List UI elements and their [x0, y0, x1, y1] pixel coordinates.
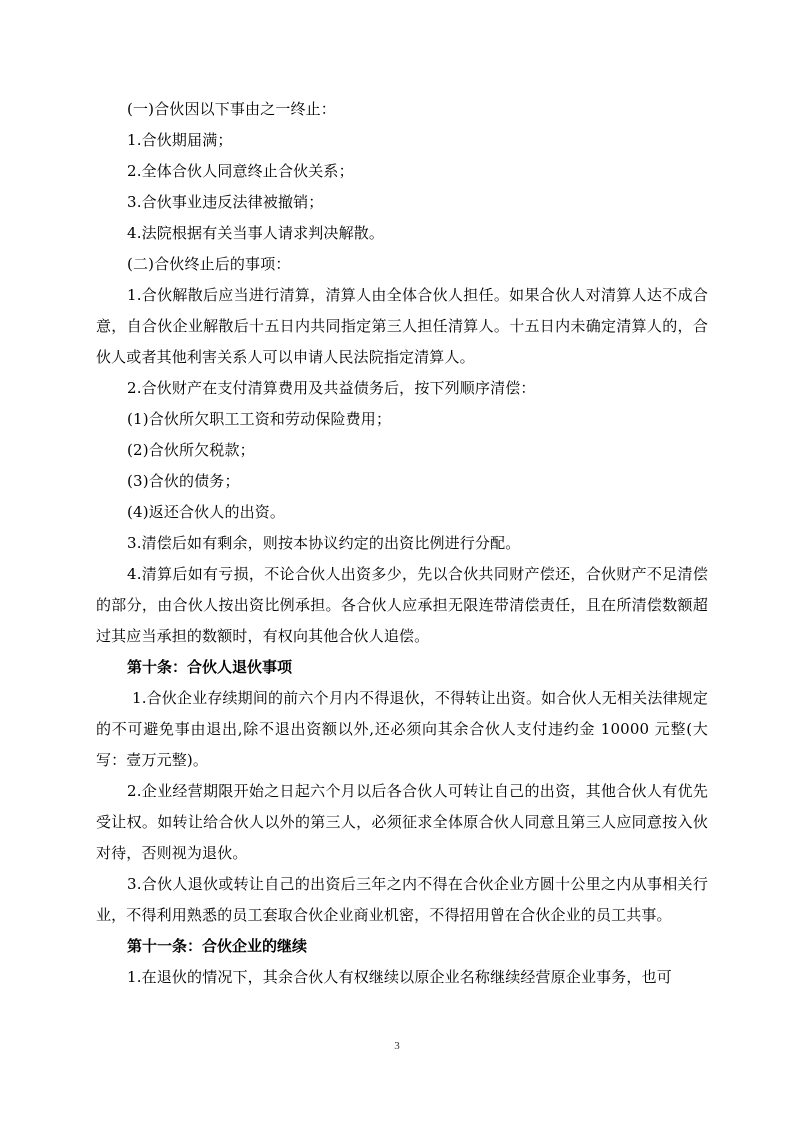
list-item: (4)返还合伙人的出资。 [127, 503, 286, 521]
list-item: 3.合伙人退伙或转让自己的出资后三年之内不得在合伙企业方圆十公里之内从事相关行业，不得利用熟悉的员工套取合伙企业商业机密，不得招用曾在合伙企业的员工共事。 [96, 875, 708, 924]
list-item: 2.合伙财产在支付清算费用及共益债务后，按下列顺序清偿： [127, 379, 536, 397]
list-item: 2.企业经营期限开始之日起六个月以后各合伙人可转让自己的出资，其他合伙人有优先受让权。如转让给合伙人以外的第三人，必须征求全体原合伙人同意且第三人应同意按入伙对待，否则视为退伙。 [96, 782, 708, 862]
section-post-termination: (二)合伙终止后的事项： [127, 255, 291, 273]
list-item: 3.清偿后如有剩余，则按本协议约定的出资比例进行分配。 [127, 534, 521, 552]
list-item: 4.清算后如有亏损，不论合伙人出资多少，先以合伙共同财产偿还，合伙财产不足清偿的部分，由合伙人按出资比例承担。各合伙人应承担无限连带清偿责任，且在所清偿数额超过其应当承担的数额时，有权向其他合伙人追偿。 [96, 565, 708, 645]
list-item: 2.全体合伙人同意终止合伙关系； [127, 162, 354, 180]
list-item: 4.法院根据有关当事人请求判决解散。 [127, 224, 385, 242]
list-item: 1.合伙解散后应当进行清算，清算人由全体合伙人担任。如果合伙人对清算人达不成合意，自合伙企业解散后十五日内共同指定第三人担任清算人。十五日内未确定清算人的，合伙人或者其他利害关系人可以申请人民法院指定清算人。 [96, 286, 708, 366]
page-number: 3 [394, 1040, 400, 1052]
document-body [96, 94, 708, 993]
article-10-heading: 第十条：合伙人退伙事项 [127, 658, 293, 676]
list-item: (3)合伙的债务； [127, 472, 240, 490]
list-item: (1)合伙所欠职工工资和劳动保险费用； [127, 410, 392, 428]
article-11-heading: 第十一条：合伙企业的继续 [127, 937, 308, 955]
list-item: 1.合伙企业存续期间的前六个月内不得退伙，不得转让出资。如合伙人无相关法律规定的不可避免事由退出,除不退出资额以外,还必须向其余合伙人支付违约金 10000 元整(大写：壹万元整)。 [96, 689, 708, 769]
list-item: 1.在退伙的情况下，其余合伙人有权继续以原企业名称继续经营原企业事务，也可 [127, 968, 672, 986]
list-item: 3.合伙事业违反法律被撤销； [127, 193, 324, 211]
section-termination-causes: (一)合伙因以下事由之一终止： [127, 100, 336, 118]
list-item: 1.合伙期届满； [127, 131, 233, 149]
list-item: (2)合伙所欠税款； [127, 441, 255, 459]
